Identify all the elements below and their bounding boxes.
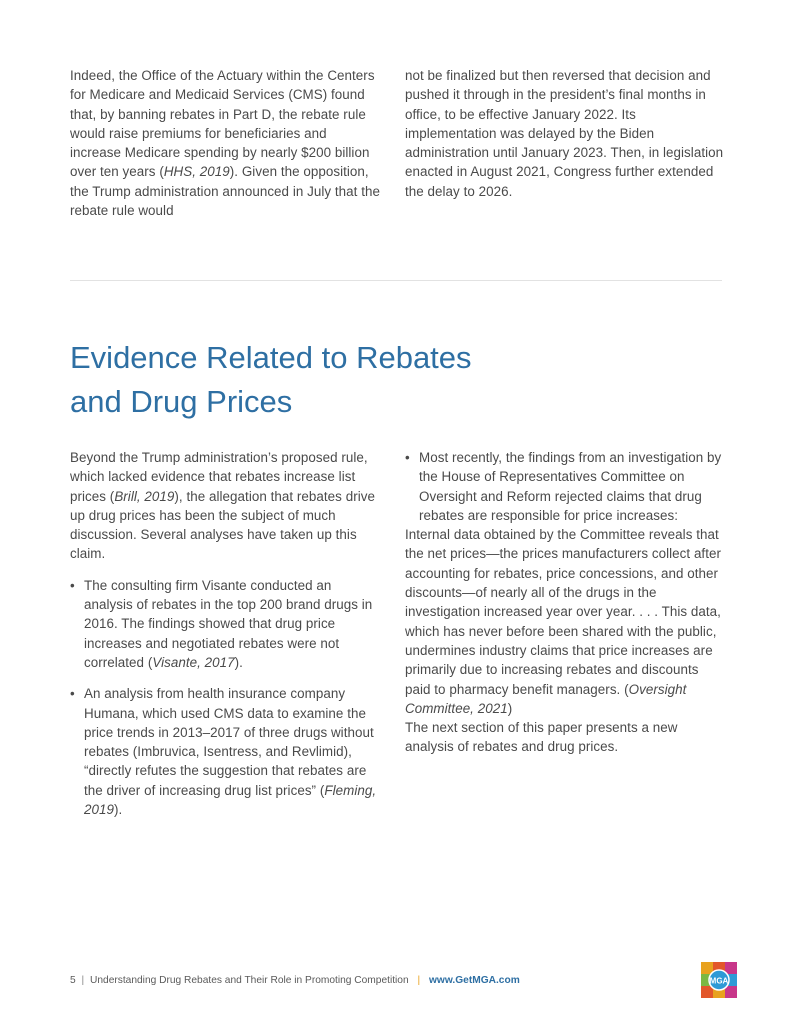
heading-line-2: and Drug Prices [70,384,293,419]
logo-tile [725,986,737,998]
bullet-dot: • [70,686,75,702]
paragraph-closing: The next section of this paper presents a new analysis of rebates and drug prices. [405,720,678,755]
top-right-paragraph [405,66,725,201]
list-item-text: Most recently, the findings from an investigation by the House of Representatives Committee on Oversight and Reform rejected claims that drug rebates are responsible for price increases: [419,450,722,523]
mga-logo [699,960,739,1000]
evidence-list [70,576,382,820]
footer-accent-separator: | [417,975,421,986]
top-left-paragraph [70,66,380,220]
paragraph-actuary: Indeed, the Office of the Actuary within the Centers for Medicare and Medicaid Services (CMS) found that, by banning rebates in Part D, the rebate rule would raise premiums for beneficiaries and increase Medicare spending by nearly $200 billion over ten years (HHS, 2019). Given the opposition, the Trump administration announced in July that the rebate rule would [70,68,380,219]
block-quote: Internal data obtained by the Committee reveals that the net prices—the prices manufacturers collect after accounting for rebates, price concessions, and other discounts—of nearly all of the drugs in the investigation increased year over year. . . . This data, which has never before been shared with the public, undermines industry claims that price increases are primarily due to increasing rebates and discounts paid to pharmacy benefit managers. (Oversight Committee, 2021) [405,527,721,716]
bullet-dot: • [70,577,75,593]
website-link[interactable]: www.GetMGA.com [429,975,520,986]
list-item-visante [70,576,382,672]
bottom-right-column [405,448,725,757]
page-number: 5 [70,975,76,986]
citation: Oversight Committee, 2021 [405,681,687,716]
section-heading [70,336,670,424]
heading-line-1: Evidence Related to Rebates [70,340,472,375]
list-item-oversight [405,448,725,525]
logo-tile [725,962,737,974]
section-divider [70,280,722,281]
evidence-list-continued [405,448,725,525]
list-item-text: The consulting firm Visante conducted an analysis of rebates in the top 200 brand drugs in 2016. The findings showed that drug price increases and negotiated rebates were not correlated (Visante, 2017). [84,577,373,670]
bullet-dot: • [405,450,410,465]
logo-tile [701,962,713,974]
bottom-left-column [70,448,382,831]
footer-separator: | [81,975,85,986]
citation: Fleming, 2019 [84,782,377,818]
citation: Brill, 2019 [114,488,175,504]
list-item-text: An analysis from health insurance company Humana, which used CMS data to examine the price trends in 2013–2017 of three drugs without rebates (Imbruvica, Isentress, and Revlimid), “directly refutes the suggestion that rebates are the driver of increasing drug list prices” (Fleming, 2019). [84,686,377,818]
citation: HHS, 2019 [163,164,230,180]
page-footer [70,975,520,986]
citation: Visante, 2017 [152,654,235,670]
paragraph-rebate-rule-delay: not be finalized but then reversed that decision and pushed it through in the president’s final months in office, to be effective January 2022. Its implementation was delayed by the Biden administration until January 2023. Then, in legislation enacted in August 2021, Congress further extended the delay to 2026. [405,68,724,199]
logo-text: MGA [709,976,729,986]
document-title: Understanding Drug Rebates and Their Role in Promoting Competition [90,975,409,986]
logo-tile [701,986,713,998]
list-item-humana [70,684,382,819]
paragraph-intro: Beyond the Trump administration’s proposed rule, which lacked evidence that rebates increase list prices (Brill, 2019), the allegation that rebates drive up drug prices has been the subject of much discussion. Several analyses have taken up this claim. [70,450,375,562]
